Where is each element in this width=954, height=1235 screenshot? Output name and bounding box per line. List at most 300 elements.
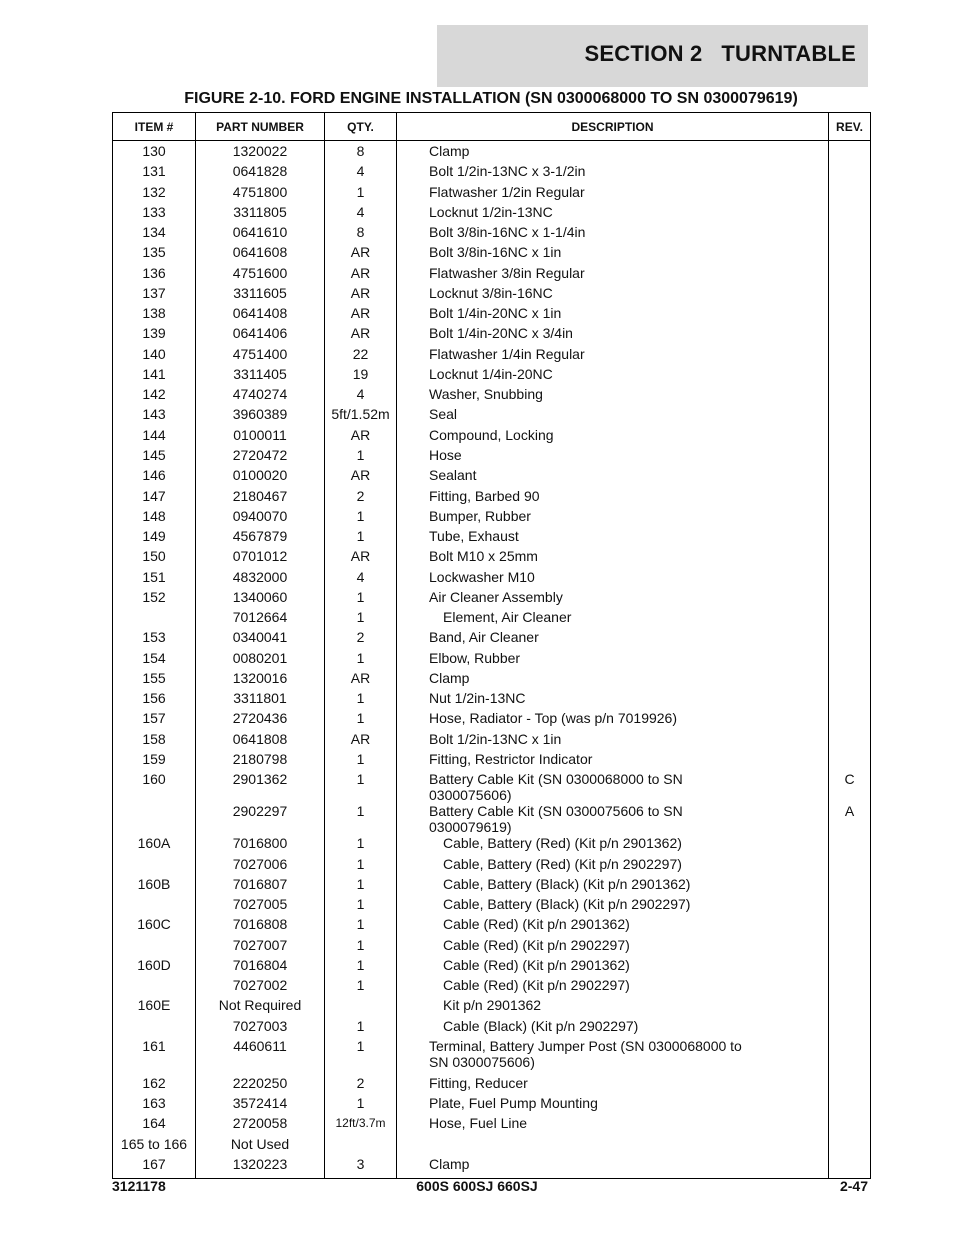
- revision-cell: A: [829, 803, 871, 835]
- revision-cell: [829, 690, 871, 710]
- revision-cell: [829, 305, 871, 325]
- description-text: Flatwasher 1/2in Regular: [429, 183, 585, 200]
- quantity-cell: 1: [325, 876, 397, 896]
- quantity-cell: 1: [325, 690, 397, 710]
- description-cell: [397, 366, 829, 386]
- revision-cell: C: [829, 771, 871, 803]
- item-number-cell: 144: [113, 427, 196, 447]
- description-text: Clamp: [429, 669, 470, 686]
- quantity-cell: [325, 997, 397, 1017]
- description-cell: [397, 447, 829, 467]
- item-number-cell: [113, 609, 196, 629]
- table-row: [113, 856, 871, 876]
- description-cell: [397, 670, 829, 690]
- part-number-cell: 3311405: [196, 366, 325, 386]
- part-number-cell: 7027003: [196, 1018, 325, 1038]
- table-row: [113, 528, 871, 548]
- description-cell: [397, 1038, 829, 1075]
- figure-title: FIGURE 2-10. FORD ENGINE INSTALLATION (SN 0300068000 TO SN 0300079619): [184, 90, 798, 107]
- description-cell: [397, 771, 829, 803]
- revision-cell: [829, 896, 871, 916]
- item-number-cell: [113, 803, 196, 835]
- description-text: Battery Cable Kit (SN 0300068000 to SN 0300075606): [429, 771, 683, 804]
- quantity-cell: 1: [325, 957, 397, 977]
- quantity-cell: 4: [325, 386, 397, 406]
- description-text: Locknut 3/8in-16NC: [429, 284, 553, 301]
- item-number-cell: 160C: [113, 916, 196, 936]
- table-row: [113, 690, 871, 710]
- description-text: Locknut 1/2in-13NC: [429, 203, 553, 220]
- table-row: [113, 670, 871, 690]
- description-text: Battery Cable Kit (SN 0300075606 to SN 0300079619): [429, 803, 683, 836]
- item-number-cell: [113, 896, 196, 916]
- table-row: [113, 467, 871, 487]
- table-row: [113, 548, 871, 568]
- table-row: [113, 1038, 871, 1075]
- part-number-cell: 0641828: [196, 163, 325, 183]
- quantity-cell: 22: [325, 346, 397, 366]
- description-text: Fitting, Restrictor Indicator: [429, 750, 593, 767]
- table-row: [113, 141, 871, 164]
- revision-cell: [829, 141, 871, 164]
- description-text: Bolt 1/4in-20NC x 1in: [429, 305, 562, 322]
- description-text: Sealant: [429, 467, 477, 484]
- description-cell: [397, 325, 829, 345]
- part-number-cell: Not Required: [196, 997, 325, 1017]
- parts-table-body: [113, 141, 871, 1179]
- description-cell: [397, 1136, 829, 1156]
- part-number-cell: 0641608: [196, 244, 325, 264]
- quantity-cell: 1: [325, 916, 397, 936]
- table-row: [113, 366, 871, 386]
- table-row: [113, 163, 871, 183]
- item-number-cell: 138: [113, 305, 196, 325]
- description-cell: [397, 1115, 829, 1135]
- description-cell: [397, 957, 829, 977]
- description-text: Terminal, Battery Jumper Post (SN 0300068000 to SN 0300075606): [429, 1037, 742, 1070]
- description-text: Tube, Exhaust: [429, 528, 519, 545]
- revision-cell: [829, 916, 871, 936]
- quantity-cell: AR: [325, 244, 397, 264]
- table-row: [113, 1018, 871, 1038]
- quantity-cell: 1: [325, 184, 397, 204]
- section-banner: [437, 25, 868, 87]
- quantity-cell: 3: [325, 1156, 397, 1179]
- description-text: Cable, Battery (Red) (Kit p/n 2902297): [443, 855, 682, 872]
- item-number-cell: 142: [113, 386, 196, 406]
- description-text: Bolt 1/4in-20NC x 3/4in: [429, 325, 573, 342]
- part-number-cell: 0641610: [196, 224, 325, 244]
- quantity-cell: 1: [325, 1038, 397, 1075]
- description-cell: [397, 589, 829, 609]
- table-row: [113, 488, 871, 508]
- table-row: [113, 803, 871, 835]
- table-row: [113, 406, 871, 426]
- footer-doc-number: 3121178: [112, 1178, 166, 1194]
- item-number-cell: 143: [113, 406, 196, 426]
- part-number-cell: 0641408: [196, 305, 325, 325]
- description-text: Hose, Radiator - Top (was p/n 7019926): [429, 710, 677, 727]
- part-number-cell: 7016808: [196, 916, 325, 936]
- quantity-cell: AR: [325, 427, 397, 447]
- part-number-cell: 4740274: [196, 386, 325, 406]
- table-row: [113, 204, 871, 224]
- revision-cell: [829, 1038, 871, 1075]
- quantity-cell: 1: [325, 650, 397, 670]
- quantity-cell: 1: [325, 771, 397, 803]
- column-header-rev: REV.: [829, 113, 871, 141]
- description-text: Cable (Black) (Kit p/n 2902297): [443, 1017, 639, 1034]
- part-number-cell: 2180798: [196, 751, 325, 771]
- description-cell: [397, 916, 829, 936]
- description-cell: [397, 569, 829, 589]
- item-number-cell: 141: [113, 366, 196, 386]
- part-number-cell: 0100011: [196, 427, 325, 447]
- description-cell: [397, 937, 829, 957]
- description-cell: [397, 244, 829, 264]
- revision-cell: [829, 937, 871, 957]
- description-text: Fitting, Barbed 90: [429, 487, 540, 504]
- item-number-cell: 146: [113, 467, 196, 487]
- description-cell: [397, 835, 829, 855]
- description-text: Plate, Fuel Pump Mounting: [429, 1095, 598, 1112]
- item-number-cell: 156: [113, 690, 196, 710]
- table-row: [113, 305, 871, 325]
- table-row: [113, 224, 871, 244]
- revision-cell: [829, 325, 871, 345]
- quantity-cell: 2: [325, 488, 397, 508]
- description-text: Cable (Red) (Kit p/n 2901362): [443, 916, 630, 933]
- table-row: [113, 1115, 871, 1135]
- part-number-cell: 7027007: [196, 937, 325, 957]
- part-number-cell: 0340041: [196, 629, 325, 649]
- part-number-cell: 3311801: [196, 690, 325, 710]
- description-cell: [397, 427, 829, 447]
- description-cell: [397, 285, 829, 305]
- quantity-cell: 1: [325, 1095, 397, 1115]
- description-text: Elbow, Rubber: [429, 649, 521, 666]
- revision-cell: [829, 710, 871, 730]
- item-number-cell: 140: [113, 346, 196, 366]
- column-header-item: ITEM #: [113, 113, 196, 141]
- item-number-cell: 137: [113, 285, 196, 305]
- revision-cell: [829, 856, 871, 876]
- item-number-cell: 136: [113, 265, 196, 285]
- revision-cell: [829, 244, 871, 264]
- description-text: Bolt 1/2in-13NC x 3-1/2in: [429, 163, 586, 180]
- quantity-cell: 2: [325, 629, 397, 649]
- table-row: [113, 265, 871, 285]
- revision-cell: [829, 528, 871, 548]
- table-row: [113, 629, 871, 649]
- quantity-cell: AR: [325, 548, 397, 568]
- revision-cell: [829, 447, 871, 467]
- quantity-cell: 1: [325, 896, 397, 916]
- description-cell: [397, 1156, 829, 1179]
- part-number-cell: 4567879: [196, 528, 325, 548]
- revision-cell: [829, 650, 871, 670]
- description-cell: [397, 876, 829, 896]
- description-cell: [397, 508, 829, 528]
- description-text: Cable (Red) (Kit p/n 2901362): [443, 956, 630, 973]
- revision-cell: [829, 548, 871, 568]
- revision-cell: [829, 609, 871, 629]
- description-text: Kit p/n 2901362: [443, 997, 542, 1014]
- description-cell: [397, 977, 829, 997]
- column-header-part-number: PART NUMBER: [196, 113, 325, 141]
- description-text: Locknut 1/4in-20NC: [429, 365, 553, 382]
- quantity-cell: 1: [325, 835, 397, 855]
- quantity-cell: AR: [325, 325, 397, 345]
- revision-cell: [829, 1115, 871, 1135]
- table-row: [113, 957, 871, 977]
- description-text: Bolt 1/2in-13NC x 1in: [429, 730, 562, 747]
- description-cell: [397, 896, 829, 916]
- quantity-cell: AR: [325, 265, 397, 285]
- description-cell: [397, 488, 829, 508]
- revision-cell: [829, 977, 871, 997]
- table-row: [113, 835, 871, 855]
- description-text: Nut 1/2in-13NC: [429, 690, 526, 707]
- part-number-cell: 7016804: [196, 957, 325, 977]
- quantity-cell: 1: [325, 447, 397, 467]
- part-number-cell: 4460611: [196, 1038, 325, 1075]
- description-text: Fitting, Reducer: [429, 1074, 528, 1091]
- part-number-cell: 7016800: [196, 835, 325, 855]
- table-row: [113, 937, 871, 957]
- part-number-cell: 4751800: [196, 184, 325, 204]
- quantity-cell: 1: [325, 1018, 397, 1038]
- quantity-cell: AR: [325, 467, 397, 487]
- part-number-cell: 2720058: [196, 1115, 325, 1135]
- revision-cell: [829, 997, 871, 1017]
- part-number-cell: 0080201: [196, 650, 325, 670]
- description-cell: [397, 386, 829, 406]
- table-header-row: [113, 113, 871, 141]
- table-row: [113, 1075, 871, 1095]
- part-number-cell: 3311805: [196, 204, 325, 224]
- table-row: [113, 285, 871, 305]
- item-number-cell: [113, 937, 196, 957]
- description-cell: [397, 650, 829, 670]
- description-text: Cable, Battery (Red) (Kit p/n 2901362): [443, 835, 682, 852]
- part-number-cell: 0100020: [196, 467, 325, 487]
- table-row: [113, 977, 871, 997]
- column-header-qty: QTY.: [325, 113, 397, 141]
- part-number-cell: 1320016: [196, 670, 325, 690]
- quantity-cell: 4: [325, 569, 397, 589]
- item-number-cell: 165 to 166: [113, 1136, 196, 1156]
- parts-table: [112, 112, 871, 1179]
- part-number-cell: 4751400: [196, 346, 325, 366]
- table-row: [113, 997, 871, 1017]
- item-number-cell: 152: [113, 589, 196, 609]
- table-row: [113, 1136, 871, 1156]
- revision-cell: [829, 488, 871, 508]
- part-number-cell: 2902297: [196, 803, 325, 835]
- part-number-cell: 2220250: [196, 1075, 325, 1095]
- revision-cell: [829, 1156, 871, 1179]
- description-text: Bolt M10 x 25mm: [429, 548, 538, 565]
- part-number-cell: 0641808: [196, 731, 325, 751]
- part-number-cell: 4832000: [196, 569, 325, 589]
- part-number-cell: 0641406: [196, 325, 325, 345]
- description-cell: [397, 528, 829, 548]
- table-row: [113, 896, 871, 916]
- description-text: Flatwasher 3/8in Regular: [429, 264, 585, 281]
- item-number-cell: 161: [113, 1038, 196, 1075]
- description-cell: [397, 467, 829, 487]
- item-number-cell: 160E: [113, 997, 196, 1017]
- item-number-cell: 162: [113, 1075, 196, 1095]
- item-number-cell: [113, 856, 196, 876]
- item-number-cell: 133: [113, 204, 196, 224]
- table-row: [113, 386, 871, 406]
- revision-cell: [829, 1075, 871, 1095]
- table-row: [113, 1095, 871, 1115]
- column-header-description: DESCRIPTION: [397, 113, 829, 141]
- revision-cell: [829, 406, 871, 426]
- part-number-cell: 1320223: [196, 1156, 325, 1179]
- description-cell: [397, 184, 829, 204]
- description-text: Bumper, Rubber: [429, 507, 531, 524]
- item-number-cell: 151: [113, 569, 196, 589]
- revision-cell: [829, 265, 871, 285]
- part-number-cell: 2901362: [196, 771, 325, 803]
- quantity-cell: AR: [325, 670, 397, 690]
- revision-cell: [829, 184, 871, 204]
- description-cell: [397, 305, 829, 325]
- revision-cell: [829, 285, 871, 305]
- description-text: Clamp: [429, 143, 470, 159]
- item-number-cell: 145: [113, 447, 196, 467]
- table-row: [113, 447, 871, 467]
- part-number-cell: 3311605: [196, 285, 325, 305]
- item-number-cell: 150: [113, 548, 196, 568]
- quantity-cell: 1: [325, 856, 397, 876]
- description-text: Cable, Battery (Black) (Kit p/n 2901362): [443, 875, 691, 892]
- quantity-cell: 4: [325, 204, 397, 224]
- item-number-cell: 167: [113, 1156, 196, 1179]
- revision-cell: [829, 366, 871, 386]
- part-number-cell: 7027006: [196, 856, 325, 876]
- table-row: [113, 1156, 871, 1179]
- description-cell: [397, 406, 829, 426]
- description-cell: [397, 629, 829, 649]
- quantity-cell: 1: [325, 710, 397, 730]
- part-number-cell: 7016807: [196, 876, 325, 896]
- description-text: Lockwasher M10: [429, 568, 535, 585]
- part-number-cell: 0701012: [196, 548, 325, 568]
- revision-cell: [829, 346, 871, 366]
- item-number-cell: 160A: [113, 835, 196, 855]
- revision-cell: [829, 204, 871, 224]
- description-cell: [397, 163, 829, 183]
- description-text: Cable, Battery (Black) (Kit p/n 2902297): [443, 896, 691, 913]
- item-number-cell: 159: [113, 751, 196, 771]
- table-row: [113, 710, 871, 730]
- item-number-cell: 163: [113, 1095, 196, 1115]
- revision-cell: [829, 224, 871, 244]
- revision-cell: [829, 467, 871, 487]
- description-cell: [397, 997, 829, 1017]
- description-cell: [397, 1075, 829, 1095]
- description-cell: [397, 690, 829, 710]
- description-cell: [397, 548, 829, 568]
- part-number-cell: 7027005: [196, 896, 325, 916]
- item-number-cell: 164: [113, 1115, 196, 1135]
- description-cell: [397, 710, 829, 730]
- revision-cell: [829, 731, 871, 751]
- description-cell: [397, 731, 829, 751]
- table-row: [113, 346, 871, 366]
- description-cell: [397, 204, 829, 224]
- revision-cell: [829, 427, 871, 447]
- part-number-cell: 2720436: [196, 710, 325, 730]
- description-text: Band, Air Cleaner: [429, 629, 539, 646]
- revision-cell: [829, 508, 871, 528]
- revision-cell: [829, 1018, 871, 1038]
- description-cell: [397, 346, 829, 366]
- description-text: Washer, Snubbing: [429, 386, 543, 403]
- quantity-cell: 1: [325, 609, 397, 629]
- quantity-cell: AR: [325, 305, 397, 325]
- part-number-cell: 0940070: [196, 508, 325, 528]
- table-row: [113, 569, 871, 589]
- revision-cell: [829, 876, 871, 896]
- quantity-cell: 1: [325, 937, 397, 957]
- part-number-cell: 7012664: [196, 609, 325, 629]
- part-number-cell: 2720472: [196, 447, 325, 467]
- description-text: Compound, Locking: [429, 426, 554, 443]
- table-row: [113, 650, 871, 670]
- description-cell: [397, 1095, 829, 1115]
- revision-cell: [829, 751, 871, 771]
- item-number-cell: 158: [113, 731, 196, 751]
- quantity-cell: AR: [325, 285, 397, 305]
- part-number-cell: 7027002: [196, 977, 325, 997]
- description-cell: [397, 803, 829, 835]
- quantity-cell: 1: [325, 803, 397, 835]
- description-cell: [397, 751, 829, 771]
- footer-models: 600S 600SJ 660SJ: [416, 1178, 538, 1194]
- item-number-cell: 147: [113, 488, 196, 508]
- part-number-cell: 1320022: [196, 141, 325, 164]
- quantity-cell: 8: [325, 224, 397, 244]
- table-row: [113, 427, 871, 447]
- item-number-cell: 155: [113, 670, 196, 690]
- table-row: [113, 751, 871, 771]
- description-text: Seal: [429, 406, 458, 423]
- part-number-cell: 3572414: [196, 1095, 325, 1115]
- footer-page-number: 2-47: [839, 1178, 868, 1194]
- item-number-cell: 134: [113, 224, 196, 244]
- table-row: [113, 244, 871, 264]
- revision-cell: [829, 1095, 871, 1115]
- description-cell: [397, 224, 829, 244]
- table-row: [113, 589, 871, 609]
- description-text: Hose, Fuel Line: [429, 1115, 528, 1132]
- table-row: [113, 771, 871, 803]
- item-number-cell: 154: [113, 650, 196, 670]
- item-number-cell: 148: [113, 508, 196, 528]
- part-number-cell: 3960389: [196, 406, 325, 426]
- item-number-cell: 135: [113, 244, 196, 264]
- item-number-cell: [113, 1018, 196, 1038]
- table-row: [113, 184, 871, 204]
- table-row: [113, 916, 871, 936]
- description-cell: [397, 1018, 829, 1038]
